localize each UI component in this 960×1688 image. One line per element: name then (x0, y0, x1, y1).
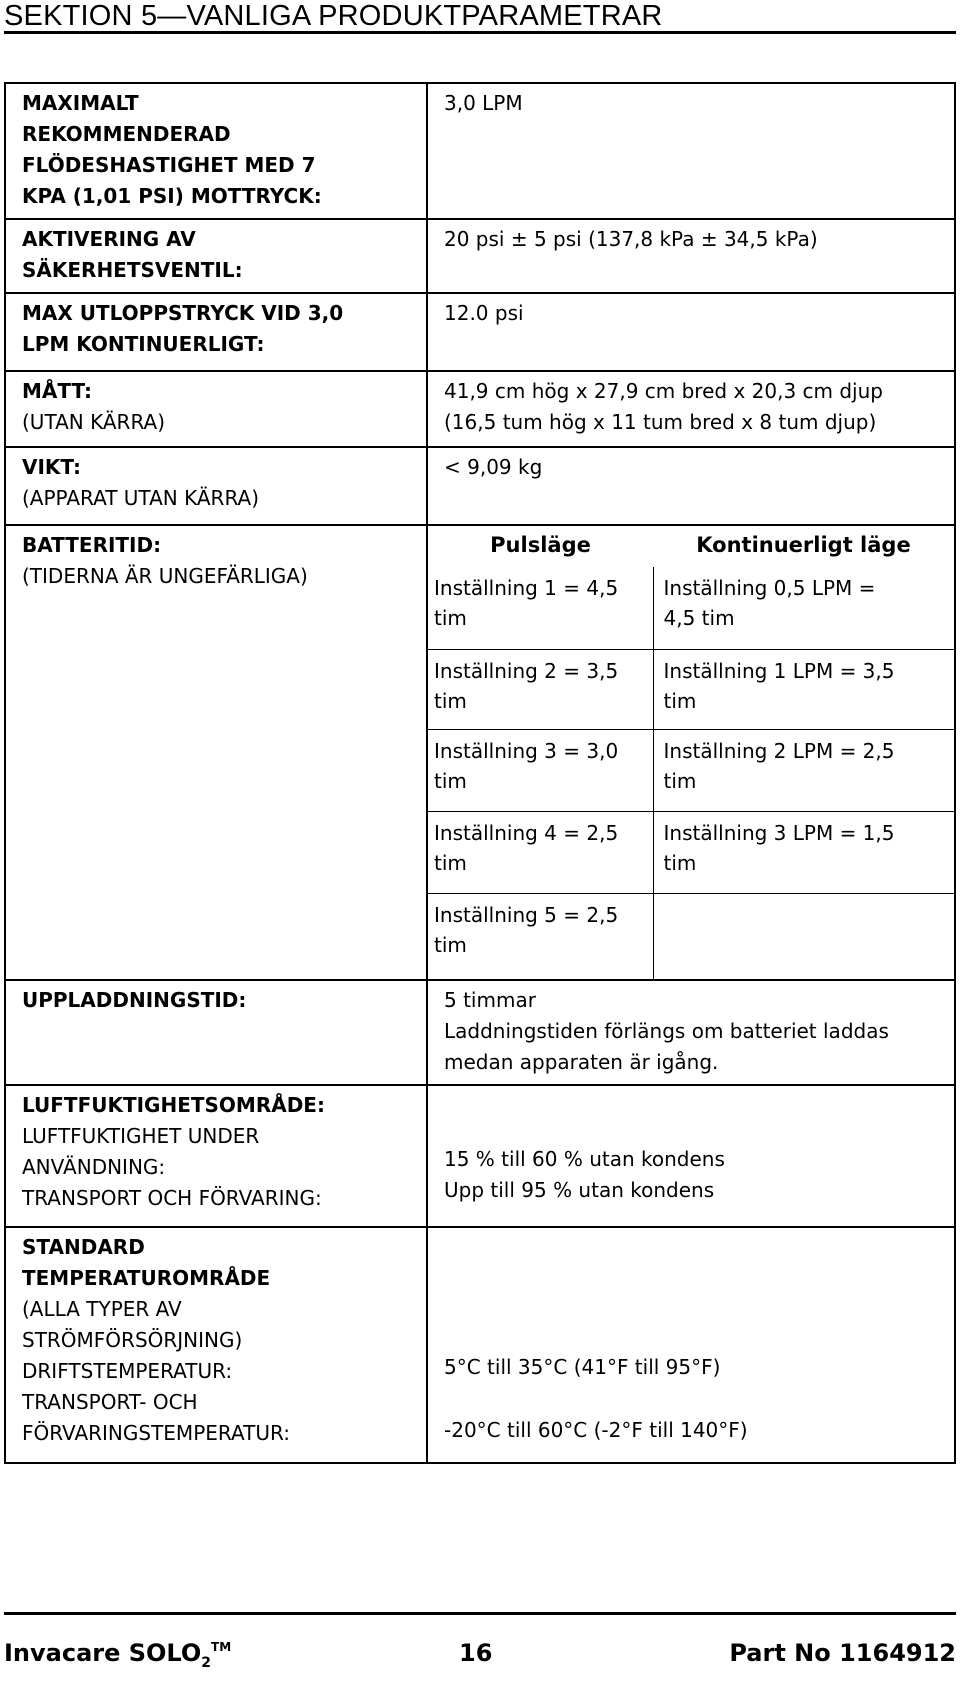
value-temperature-storage: -20°C till 60°C (-2°F till 140°F) (444, 1418, 748, 1442)
label-temperature-sub: DRIFTSTEMPERATUR: (22, 1359, 233, 1383)
label-valve-line: SÄKERHETSVENTIL: (22, 258, 243, 282)
row-charging (5, 980, 955, 1085)
label-humidity-title: LUFTFUKTIGHETSOMRÅDE: (22, 1093, 325, 1117)
label-temperature-sub: TRANSPORT- OCH (22, 1390, 198, 1414)
label-flow-line: REKOMMENDERAD (22, 122, 231, 146)
label-weight (5, 447, 427, 525)
continuous-setting-text: Inställning 3 LPM = 1,5 (663, 820, 895, 845)
value-dimensions-metric: 41,9 cm hög x 27,9 cm bred x 20,3 cm djup (444, 379, 883, 403)
pulse-setting-unit: tim (434, 850, 467, 875)
value-humidity-operating: 15 % till 60 % utan kondens (444, 1147, 725, 1171)
label-dimensions-sub: (UTAN KÄRRA) (22, 410, 166, 434)
continuous-setting-cell (653, 649, 954, 729)
value-humidity (427, 1085, 955, 1227)
value-weight (427, 447, 955, 525)
battery-table (428, 526, 954, 979)
continuous-setting-text: Inställning 0,5 LPM = (663, 576, 876, 600)
continuous-setting-cell (653, 729, 954, 811)
footer-brand-subscript: 2 (201, 1655, 212, 1671)
footer-part-number: Part No 1164912 (729, 1639, 956, 1667)
row-battery (5, 525, 955, 980)
pulse-setting-unit: tim (434, 932, 467, 957)
footer-brand-name: Invacare SOLO (4, 1639, 202, 1667)
label-humidity-sub: TRANSPORT OCH FÖRVARING: (22, 1186, 322, 1210)
pulse-setting-unit: tim (434, 688, 467, 713)
continuous-empty-cell (653, 893, 954, 979)
value-dimensions-imperial: (16,5 tum hög x 11 tum bred x 8 tum djup) (444, 410, 877, 434)
pulse-setting-text: Inställning 4 = 2,5 (434, 820, 619, 845)
label-temperature-title: TEMPERATUROMRÅDE (22, 1266, 271, 1290)
label-temperature-sub: (ALLA TYPER AV (22, 1297, 182, 1321)
pulse-setting-cell (428, 811, 653, 893)
section-title: SEKTION 5—VANLIGA PRODUKTPARAMETRAR (4, 0, 956, 34)
label-weight-title: VIKT: (22, 455, 81, 479)
label-weight-sub: (APPARAT UTAN KÄRRA) (22, 486, 260, 510)
label-temperature (5, 1227, 427, 1463)
label-flow-line: FLÖDESHASTIGHET MED 7 (22, 153, 316, 177)
value-flow (427, 83, 955, 219)
pulse-setting-cell (428, 729, 653, 811)
label-battery-sub: (TIDERNA ÄR UNGEFÄRLIGA) (22, 564, 308, 588)
continuous-setting-unit: tim (663, 850, 697, 875)
label-battery (5, 525, 427, 980)
value-dimensions (427, 371, 955, 447)
pulse-setting-text: Inställning 5 = 2,5 (434, 902, 619, 927)
label-valve-line: AKTIVERING AV (22, 227, 196, 251)
label-humidity-sub: LUFTFUKTIGHET UNDER (22, 1124, 260, 1148)
label-dimensions-title: MÅTT: (22, 379, 93, 403)
label-max-pressure (5, 293, 427, 371)
continuous-setting-text: Inställning 2 LPM = 2,5 (663, 738, 895, 763)
pulse-setting-unit: tim (434, 606, 467, 630)
value-temperature (427, 1227, 955, 1463)
value-pressure-text: 12.0 psi (444, 301, 524, 325)
value-flow-text: 3,0 LPM (444, 91, 523, 115)
continuous-setting-cell (653, 567, 954, 649)
continuous-setting-unit: 4,5 tim (663, 606, 735, 630)
value-humidity-storage: Upp till 95 % utan kondens (444, 1178, 715, 1202)
label-temperature-sub: STRÖMFÖRSÖRJNING) (22, 1328, 243, 1352)
label-temperature-sub: FÖRVARINGSTEMPERATUR: (22, 1421, 290, 1445)
label-flow-line: MAXIMALT (22, 91, 139, 115)
label-humidity-sub: ANVÄNDNING: (22, 1155, 166, 1179)
spec-table (4, 82, 956, 1464)
continuous-setting-unit: tim (663, 688, 697, 713)
pulse-setting-cell (428, 893, 653, 979)
row-safety-valve (5, 219, 955, 293)
pulse-setting-text: Inställning 2 = 3,5 (434, 658, 619, 683)
label-flow-line: KPA (1,01 PSI) MOTTRYCK: (22, 184, 322, 208)
value-charging-line: medan apparaten är igång. (444, 1050, 719, 1074)
footer-brand (4, 1639, 231, 1671)
value-charging-line: Laddningstiden förlängs om batteriet laddas (444, 1019, 889, 1043)
row-max-pressure (5, 293, 955, 371)
pulse-setting-cell (428, 567, 653, 649)
row-weight (5, 447, 955, 525)
label-flow (5, 83, 427, 219)
row-flow (5, 83, 955, 219)
page-footer (4, 1612, 956, 1674)
row-humidity (5, 1085, 955, 1227)
label-charging (5, 980, 427, 1085)
pulse-setting-cell (428, 649, 653, 729)
value-charging (427, 980, 955, 1085)
footer-page-number: 16 (459, 1639, 493, 1667)
pulse-mode-header: Pulsläge (490, 533, 591, 557)
value-valve-text: 20 psi ± 5 psi (137,8 kPa ± 34,5 kPa) (444, 227, 818, 251)
continuous-setting-text: Inställning 1 LPM = 3,5 (663, 658, 895, 683)
continuous-setting-cell (653, 811, 954, 893)
label-safety-valve (5, 219, 427, 293)
value-battery (427, 525, 955, 980)
label-humidity (5, 1085, 427, 1227)
label-battery-title: BATTERITID: (22, 533, 162, 557)
continuous-setting-unit: tim (663, 768, 697, 793)
pulse-setting-text: Inställning 3 = 3,0 (434, 738, 619, 763)
label-dimensions (5, 371, 427, 447)
label-pressure-line: LPM KONTINUERLIGT: (22, 332, 265, 356)
row-dimensions (5, 371, 955, 447)
label-charging-title: UPPLADDNINGSTID: (22, 988, 247, 1012)
value-temperature-operating: 5°C till 35°C (41°F till 95°F) (444, 1355, 721, 1379)
footer-trademark: TM (211, 1640, 232, 1654)
continuous-mode-header: Kontinuerligt läge (696, 533, 911, 557)
value-safety-valve (427, 219, 955, 293)
pulse-setting-text: Inställning 1 = 4,5 (434, 576, 619, 600)
value-charging-line: 5 timmar (444, 988, 536, 1012)
row-temperature (5, 1227, 955, 1463)
pulse-setting-unit: tim (434, 768, 467, 793)
label-pressure-line: MAX UTLOPPSTRYCK VID 3,0 (22, 301, 344, 325)
value-max-pressure (427, 293, 955, 371)
label-temperature-title: STANDARD (22, 1235, 145, 1259)
value-weight-text: < 9,09 kg (444, 455, 543, 479)
